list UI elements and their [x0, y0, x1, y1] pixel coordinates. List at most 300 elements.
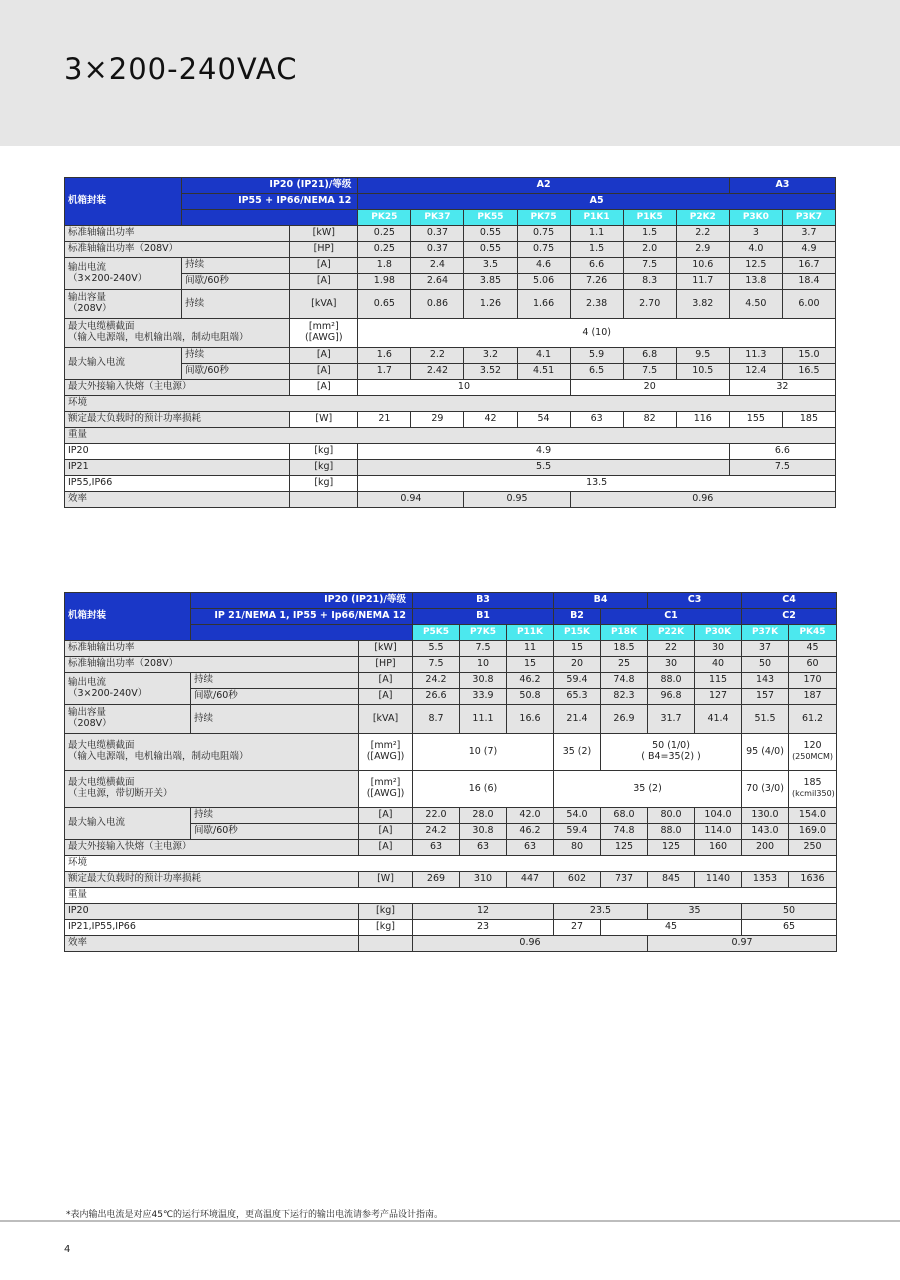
cell: 1636 — [789, 872, 837, 888]
cell: 1.7 — [358, 364, 411, 380]
frame-b3: B3 — [413, 593, 554, 609]
cell: 10 (7) — [413, 734, 554, 771]
cell: 65 — [742, 920, 837, 936]
unit: [kVA] — [290, 290, 358, 319]
row-label: IP20 — [65, 444, 290, 460]
unit: [A] — [290, 364, 358, 380]
cell: 30 — [695, 641, 742, 657]
cell: 737 — [601, 872, 648, 888]
model-code: P1K5 — [623, 210, 676, 226]
cell: 37 — [742, 641, 789, 657]
efficiency-row — [65, 936, 837, 952]
cell: 1.5 — [623, 226, 676, 242]
unit — [290, 492, 358, 508]
cell: 602 — [554, 872, 601, 888]
cell: 0.37 — [411, 242, 464, 258]
cell: 59.4 — [554, 673, 601, 689]
cell: 4.50 — [729, 290, 782, 319]
cell: 3.5 — [464, 258, 517, 274]
cell: 4.6 — [517, 258, 570, 274]
frame-b1: B1 — [413, 609, 554, 625]
capacity-sub: （208V） — [68, 303, 112, 314]
output-current-cont-row — [65, 673, 837, 689]
cell: 16.5 — [782, 364, 835, 380]
cell: 29 — [411, 412, 464, 428]
cell: 0.25 — [358, 226, 411, 242]
environment-row — [65, 396, 836, 412]
cell: 7.5 — [623, 364, 676, 380]
cell: 10 — [460, 657, 507, 673]
cell: 104.0 — [695, 808, 742, 824]
unit-mm2: [mm²] — [370, 777, 401, 789]
cell: 1140 — [695, 872, 742, 888]
cell: 447 — [507, 872, 554, 888]
cell: 0.96 — [570, 492, 835, 508]
cell: 0.86 — [411, 290, 464, 319]
cell: 157 — [742, 689, 789, 705]
cell: 51.5 — [742, 705, 789, 734]
cell: 1353 — [742, 872, 789, 888]
cell: 30.8 — [460, 824, 507, 840]
capacity-sub: （208V） — [68, 718, 112, 729]
output-current-sub: （3×200-240V） — [68, 687, 148, 699]
cell: 23.5 — [554, 904, 648, 920]
cell: 63 — [460, 840, 507, 856]
cell: 169.0 — [789, 824, 837, 840]
sub-label: 间歇/60秒 — [191, 824, 359, 840]
cell: 4.0 — [729, 242, 782, 258]
unit-awg: ([AWG]) — [366, 788, 405, 799]
cell: 0.55 — [464, 242, 517, 258]
cable-label: 最大电缆横截面 — [68, 740, 135, 752]
unit: [kVA] — [359, 705, 413, 734]
efficiency-row — [65, 492, 836, 508]
cell: 31.7 — [648, 705, 695, 734]
unit-mm2: [mm²] — [308, 321, 339, 333]
model-code: P22K — [648, 625, 695, 641]
model-row-spacer — [182, 210, 358, 226]
cell: 21.4 — [554, 705, 601, 734]
cell: 1.66 — [517, 290, 570, 319]
footer-divider — [0, 1220, 900, 1222]
row-label — [65, 258, 182, 290]
cell: 60 — [789, 657, 837, 673]
cell: 15.0 — [782, 348, 835, 364]
model-code: P2K2 — [676, 210, 729, 226]
sub-label: 持续 — [182, 290, 290, 319]
output-current-cont-row — [65, 258, 836, 274]
section-label: 环境 — [65, 396, 836, 412]
frame-c4: C4 — [742, 593, 837, 609]
cell: 88.0 — [648, 673, 695, 689]
header-row-1 — [65, 593, 837, 609]
cell: 20 — [554, 657, 601, 673]
unit: [kW] — [290, 226, 358, 242]
cell — [789, 734, 837, 771]
output-current-sub: （3×200-240V） — [68, 272, 148, 284]
ip55-rating-label: IP55 + IP66/NEMA 12 — [182, 194, 358, 210]
model-code: PK45 — [789, 625, 837, 641]
cell: 45 — [789, 641, 837, 657]
unit: [A] — [359, 808, 413, 824]
cable-row — [65, 734, 837, 771]
unit: [HP] — [359, 657, 413, 673]
cell: 0.37 — [411, 226, 464, 242]
enclosure-label: 机箱封装 — [65, 178, 182, 226]
frame-b2: B2 — [554, 609, 601, 625]
cell: 143.0 — [742, 824, 789, 840]
cell: 13.5 — [358, 476, 836, 492]
cell: 20 — [570, 380, 729, 396]
cell: 185 — [782, 412, 835, 428]
weight-ip20-row — [65, 444, 836, 460]
frame-c1: C1 — [601, 609, 742, 625]
cell: 7.5 — [729, 460, 835, 476]
unit: [kg] — [290, 444, 358, 460]
cell: 50.8 — [507, 689, 554, 705]
input-current-cont-row — [65, 808, 837, 824]
cell: 25 — [601, 657, 648, 673]
cell: 5.9 — [570, 348, 623, 364]
unit: [kg] — [290, 476, 358, 492]
cell: 200 — [742, 840, 789, 856]
cell: 160 — [695, 840, 742, 856]
shaft-power-kw-row — [65, 641, 837, 657]
cell: 74.8 — [601, 673, 648, 689]
cell: 5.5 — [358, 460, 730, 476]
cell: 80.0 — [648, 808, 695, 824]
cell: 187 — [789, 689, 837, 705]
row-label: 额定最大负载时的预计功率损耗 — [65, 412, 290, 428]
cell: 63 — [570, 412, 623, 428]
cell: 33.9 — [460, 689, 507, 705]
model-code: P1K1 — [570, 210, 623, 226]
cell: 4.1 — [517, 348, 570, 364]
cell: 143 — [742, 673, 789, 689]
section-label: 重量 — [65, 888, 837, 904]
cell: 4 (10) — [358, 319, 836, 348]
cell: 2.2 — [676, 226, 729, 242]
cable-sub: （输入电源端，电机输出端，制动电阻端） — [68, 332, 249, 343]
cell: 61.2 — [789, 705, 837, 734]
frame-c3: C3 — [648, 593, 742, 609]
cell: 22 — [648, 641, 695, 657]
cell: 10.5 — [676, 364, 729, 380]
cell: 23 — [413, 920, 554, 936]
model-code: P3K0 — [729, 210, 782, 226]
model-code: PK25 — [358, 210, 411, 226]
cell: 82 — [623, 412, 676, 428]
cell: 80 — [554, 840, 601, 856]
cell: 130.0 — [742, 808, 789, 824]
cell: 9.5 — [676, 348, 729, 364]
cell: 250 — [789, 840, 837, 856]
cable2-c2-value: 185 — [803, 777, 822, 789]
frame-a3: A3 — [729, 178, 835, 194]
cell: 70 (3/0) — [742, 771, 789, 808]
unit: [kg] — [290, 460, 358, 476]
power-loss-row — [65, 412, 836, 428]
model-code: P5K5 — [413, 625, 460, 641]
cell: 68.0 — [601, 808, 648, 824]
unit: [kg] — [359, 920, 413, 936]
unit-awg: ([AWG]) — [366, 751, 405, 762]
output-capacity-row — [65, 705, 837, 734]
row-label: 效率 — [65, 492, 290, 508]
row-label: 标准轴输出功率（208V） — [65, 657, 359, 673]
row-label: 最大输入电流 — [65, 808, 191, 840]
capacity-label: 输出容量 — [68, 292, 107, 304]
model-code: P15K — [554, 625, 601, 641]
cell: 0.94 — [358, 492, 464, 508]
cell: 0.25 — [358, 242, 411, 258]
model-code: P18K — [601, 625, 648, 641]
cell: 32 — [729, 380, 835, 396]
cell: 2.38 — [570, 290, 623, 319]
ip20-rating-label: IP20 (IP21)/等级 — [182, 178, 358, 194]
sub-label: 持续 — [182, 348, 290, 364]
cell: 4.9 — [358, 444, 730, 460]
cell: 2.42 — [411, 364, 464, 380]
cell: 40 — [695, 657, 742, 673]
row-label — [65, 290, 182, 319]
sub-label: 持续 — [191, 705, 359, 734]
row-label: 效率 — [65, 936, 359, 952]
cell: 54.0 — [554, 808, 601, 824]
footnote: *表内输出电流是对应45℃的运行环境温度，更高温度下运行的输出电流请参考产品设计指南。 — [66, 1210, 444, 1220]
cell: 0.65 — [358, 290, 411, 319]
cell: 6.8 — [623, 348, 676, 364]
cable2-c2-kcmil: (kcmil350) — [792, 789, 835, 798]
cell: 125 — [601, 840, 648, 856]
cell: 1.8 — [358, 258, 411, 274]
row-label: 标准轴输出功率 — [65, 641, 359, 657]
cell: 0.95 — [464, 492, 570, 508]
cell: 154.0 — [789, 808, 837, 824]
cell: 6.6 — [729, 444, 835, 460]
weight-ip55-row — [65, 476, 836, 492]
cell: 35 (2) — [554, 734, 601, 771]
cable2-sub: （主电源，带切断开关） — [68, 788, 173, 799]
page-number: 4 — [64, 1244, 71, 1255]
cell: 7.5 — [460, 641, 507, 657]
cell: 24.2 — [413, 824, 460, 840]
output-current-label: 输出电流 — [68, 261, 107, 273]
unit: [kW] — [359, 641, 413, 657]
cell: 0.75 — [517, 226, 570, 242]
cell: 8.7 — [413, 705, 460, 734]
cell: 1.1 — [570, 226, 623, 242]
model-code: P30K — [695, 625, 742, 641]
cell: 30.8 — [460, 673, 507, 689]
environment-row — [65, 856, 837, 872]
shaft-power-hp-row — [65, 657, 837, 673]
cell: 16.7 — [782, 258, 835, 274]
cell: 11.7 — [676, 274, 729, 290]
cell: 26.6 — [413, 689, 460, 705]
cell: 0.55 — [464, 226, 517, 242]
section-label: 重量 — [65, 428, 836, 444]
cell: 63 — [413, 840, 460, 856]
cable-row — [65, 319, 836, 348]
cell: 41.4 — [695, 705, 742, 734]
cell: 3.7 — [782, 226, 835, 242]
spec-table-b — [64, 592, 837, 952]
sub-label: 间歇/60秒 — [182, 274, 290, 290]
cell — [601, 734, 742, 771]
cell: 18.4 — [782, 274, 835, 290]
cell: 30 — [648, 657, 695, 673]
cable2-label: 最大电缆横截面 — [68, 777, 135, 789]
unit: [A] — [290, 258, 358, 274]
weight-ip21-row — [65, 920, 837, 936]
cell: 8.3 — [623, 274, 676, 290]
cell: 6.5 — [570, 364, 623, 380]
cell: 28.0 — [460, 808, 507, 824]
cell: 170 — [789, 673, 837, 689]
row-label: 最大外接输入快熔（主电源） — [65, 380, 290, 396]
row-label — [65, 771, 359, 808]
cell: 82.3 — [601, 689, 648, 705]
cell: 2.64 — [411, 274, 464, 290]
row-label: 额定最大负载时的预计功率损耗 — [65, 872, 359, 888]
unit: [kg] — [359, 904, 413, 920]
cell: 88.0 — [648, 824, 695, 840]
weight-ip20-row — [65, 904, 837, 920]
unit: [W] — [359, 872, 413, 888]
cell: 12.4 — [729, 364, 782, 380]
cable-label: 最大电缆横截面 — [68, 321, 135, 333]
cell: 127 — [695, 689, 742, 705]
cell: 50 — [742, 657, 789, 673]
cell: 65.3 — [554, 689, 601, 705]
weight-row — [65, 888, 837, 904]
cable-c2-mcm: (250MCM) — [792, 752, 833, 761]
output-capacity-row — [65, 290, 836, 319]
cell: 0.96 — [413, 936, 648, 952]
model-code: PK37 — [411, 210, 464, 226]
cell: 1.6 — [358, 348, 411, 364]
unit — [359, 936, 413, 952]
cable-c1-value: 50 (1/0) — [652, 740, 690, 752]
cell: 115 — [695, 673, 742, 689]
sub-label: 持续 — [191, 808, 359, 824]
cell: 46.2 — [507, 673, 554, 689]
cell: 2.9 — [676, 242, 729, 258]
row-label: 最大输入电流 — [65, 348, 182, 380]
frame-a2: A2 — [358, 178, 730, 194]
cell: 3.82 — [676, 290, 729, 319]
model-code: P37K — [742, 625, 789, 641]
sub-label: 间歇/60秒 — [182, 364, 290, 380]
cell: 2.4 — [411, 258, 464, 274]
cell: 16.6 — [507, 705, 554, 734]
weight-row — [65, 428, 836, 444]
model-code: P11K — [507, 625, 554, 641]
cell: 42 — [464, 412, 517, 428]
cell: 50 — [742, 904, 837, 920]
cell: 6.6 — [570, 258, 623, 274]
frame-b4: B4 — [554, 593, 648, 609]
cell: 54 — [517, 412, 570, 428]
model-code: PK55 — [464, 210, 517, 226]
ip20-rating-label: IP20 (IP21)/等级 — [191, 593, 413, 609]
model-code: P7K5 — [460, 625, 507, 641]
shaft-power-hp-row — [65, 242, 836, 258]
cable-mains-row — [65, 771, 837, 808]
cell: 269 — [413, 872, 460, 888]
frame-c2: C2 — [742, 609, 837, 625]
cable-c2-value: 120 — [803, 740, 822, 752]
cell: 3.2 — [464, 348, 517, 364]
cell: 27 — [554, 920, 601, 936]
unit: [A] — [359, 824, 413, 840]
cell: 35 (2) — [554, 771, 742, 808]
row-label — [65, 319, 290, 348]
row-label: 标准轴输出功率 — [65, 226, 290, 242]
cell: 3.52 — [464, 364, 517, 380]
cell: 10 — [358, 380, 570, 396]
cell: 2.0 — [623, 242, 676, 258]
cell: 18.5 — [601, 641, 648, 657]
cell: 5.06 — [517, 274, 570, 290]
cell: 0.97 — [648, 936, 837, 952]
section-label: 环境 — [65, 856, 837, 872]
cell: 12 — [413, 904, 554, 920]
cell: 11 — [507, 641, 554, 657]
weight-ip21-row — [65, 460, 836, 476]
cell: 4.9 — [782, 242, 835, 258]
cell: 15 — [507, 657, 554, 673]
row-label: 最大外接输入快熔（主电源） — [65, 840, 359, 856]
unit: [A] — [290, 348, 358, 364]
power-loss-row — [65, 872, 837, 888]
cable-b4-note: ( B4=35(2) ) — [641, 751, 701, 762]
cell: 116 — [676, 412, 729, 428]
cell: 11.1 — [460, 705, 507, 734]
sub-label: 持续 — [191, 673, 359, 689]
cell: 3 — [729, 226, 782, 242]
unit: [A] — [290, 274, 358, 290]
cell: 96.8 — [648, 689, 695, 705]
cell: 63 — [507, 840, 554, 856]
spec-table-a — [64, 177, 836, 508]
shaft-power-kw-row — [65, 226, 836, 242]
cell: 35 — [648, 904, 742, 920]
fuse-row — [65, 840, 837, 856]
unit: [HP] — [290, 242, 358, 258]
unit: [A] — [359, 840, 413, 856]
cable-sub: （输入电源端，电机输出端，制动电阻端） — [68, 751, 249, 762]
enclosure-label: 机箱封装 — [65, 593, 191, 641]
cell: 2.70 — [623, 290, 676, 319]
input-current-cont-row — [65, 348, 836, 364]
cell: 7.5 — [623, 258, 676, 274]
cell: 114.0 — [695, 824, 742, 840]
cell: 125 — [648, 840, 695, 856]
cell — [789, 771, 837, 808]
cell: 22.0 — [413, 808, 460, 824]
cell: 4.51 — [517, 364, 570, 380]
cell: 59.4 — [554, 824, 601, 840]
cell: 0.75 — [517, 242, 570, 258]
cell: 7.26 — [570, 274, 623, 290]
model-code: P3K7 — [782, 210, 835, 226]
sub-label: 间歇/60秒 — [191, 689, 359, 705]
cell: 15 — [554, 641, 601, 657]
unit — [359, 771, 413, 808]
ip21-rating-label: IP 21/NEMA 1, IP55 + Ip66/NEMA 12 — [191, 609, 413, 625]
